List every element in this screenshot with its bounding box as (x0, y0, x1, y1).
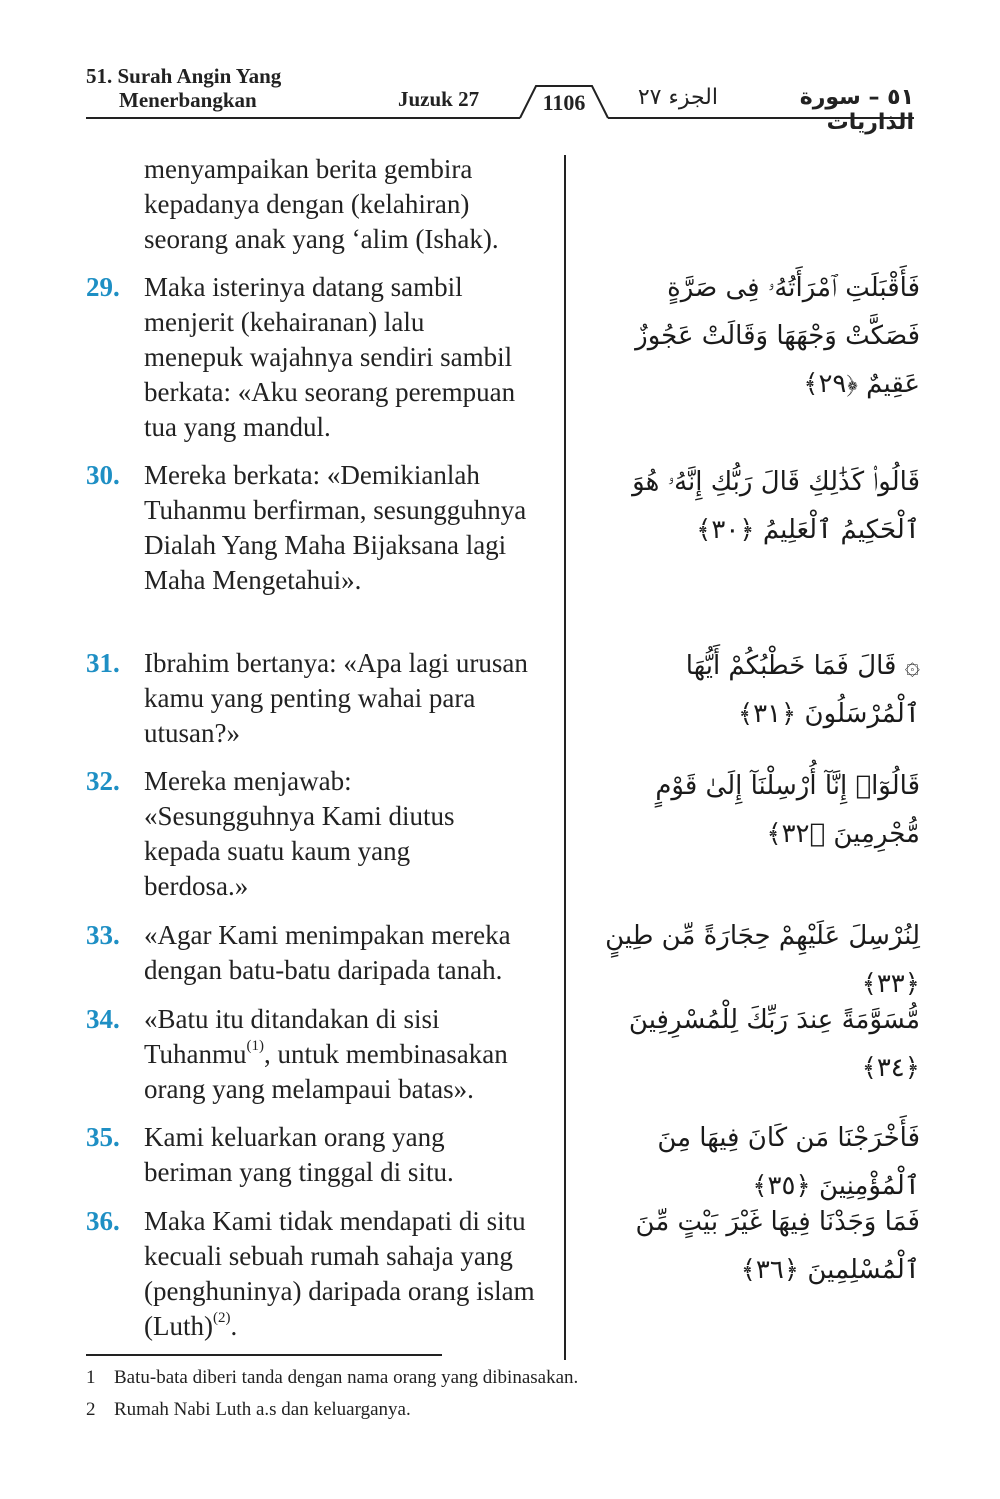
verse-number: 33. (86, 920, 120, 950)
footnote (86, 1366, 578, 1390)
verse-translation: Mereka menjawab: «Sesungguhnya Kami diutus kepada suatu kaum yang berdosa.» (144, 766, 455, 901)
verse-translation-part: . (230, 1311, 238, 1341)
footnote-number: 1 (86, 1367, 96, 1388)
verse-number: 29. (86, 272, 120, 302)
surah-title (86, 64, 281, 112)
footnote-text: Rumah Nabi Luth a.s dan keluarganya. (114, 1399, 411, 1420)
verse-arabic: فَأَخْرَجْنَا مَن كَانَ فِيهَا مِنَ ٱلْمُؤْمِنِينَ ﴿٣٥﴾ (657, 1123, 920, 1201)
verse-number: 30. (86, 460, 120, 490)
intro-text: menyampaikan berita gembira kepadanya dengan (kelahiran) seorang anak yang ‘alim (Ishak). (144, 154, 499, 254)
footnote-number: 2 (86, 1399, 96, 1420)
verse-translation-part: , untuk membinasakan orang yang melampaui batas». (144, 1039, 508, 1104)
verse-arabic: لِنُرْسِلَ عَلَيْهِمْ حِجَارَةً مِّن طِينٍ ﴿٣٣﴾ (605, 921, 920, 999)
verse-number: 35. (86, 1122, 120, 1152)
verse-number: 32. (86, 766, 120, 796)
verse-translation-part: Maka Kami tidak mendapati di situ kecuali sebuah rumah sahaja yang (penghuninya) daripada orang islam (Luth) (144, 1206, 535, 1341)
surah-title-arabic: ٥١ – سورة الذاريات (799, 85, 914, 135)
footnote-text: Batu-bata diberi tanda dengan nama orang yang dibinasakan. (114, 1367, 579, 1388)
juz-arabic: الجزء ٢٧ (637, 85, 718, 110)
footnote-ref: (1) (246, 1038, 265, 1054)
verse-translation: Mereka berkata: «Demikianlah Tuhanmu berfirman, sesungguhnya Dialah Yang Maha Bijaksana lagi Maha Mengetahui». (144, 460, 527, 595)
verse-translation: Kami keluarkan orang yang beriman yang tinggal di situ. (144, 1122, 454, 1187)
page-header (0, 0, 1000, 135)
column-divider (564, 155, 566, 1360)
verse-arabic: قَالُوا۟ كَذَٰلِكِ قَالَ رَبُّكِ إِنَّهُۥ هُوَ ٱلْحَكِيمُ ٱلْعَلِيمُ ﴿٣٠﴾ (632, 467, 920, 545)
surah-title-line2: Menerbangkan (119, 88, 257, 112)
page-number: 1106 (542, 90, 586, 115)
juzuk-label: Juzuk 27 (398, 87, 480, 111)
verse-number: 34. (86, 1004, 120, 1034)
verse-translation: Maka isterinya datang sambil menjerit (kehairanan) lalu menepuk wajahnya sendiri sambil berkata: «Aku seorang perempuan tua yang mandul. (144, 272, 516, 442)
verse-translation (144, 1204, 559, 1344)
verse-arabic: قَالُوٓا۟ إِنَّآ أُرْسِلْنَآ إِلَىٰ قَوْمٍ مُّجْرِمِينَ ﴿٣٢﴾ (655, 771, 920, 849)
footnote-ref: (2) (212, 1310, 231, 1326)
verse-translation: «Agar Kami menimpakan mereka dengan batu-batu daripada tanah. (144, 920, 511, 985)
footnote-rule (86, 1354, 442, 1356)
verse-arabic: فَأَقْبَلَتِ ٱمْرَأَتُهُۥ فِى صَرَّةٍ فَصَكَّتْ وَجْهَهَا وَقَالَتْ عَجُوزٌ عَقِيمٌ ﴿٢٩﴾ (635, 273, 920, 399)
surah-title-line1: 51. Surah Angin Yang (86, 64, 282, 88)
verse-translation (144, 1002, 556, 1107)
verse-translation: Ibrahim bertanya: «Apa lagi urusan kamu yang penting wahai para utusan?» (144, 648, 528, 748)
verse-translation-part: «Batu itu ditandakan di sisi Tuhanmu (144, 1004, 440, 1069)
verse-number: 31. (86, 648, 120, 678)
verse-arabic: ۞ قَالَ فَمَا خَطْبُكُمْ أَيُّهَا ٱلْمُرْسَلُونَ ﴿٣١﴾ (685, 651, 920, 729)
verse-arabic: فَمَا وَجَدْنَا فِيهَا غَيْرَ بَيْتٍ مِّنَ ٱلْمُسْلِمِينَ ﴿٣٦﴾ (635, 1207, 920, 1285)
verse-arabic: مُّسَوَّمَةً عِندَ رَبِّكَ لِلْمُسْرِفِينَ ﴿٣٤﴾ (628, 1005, 920, 1083)
verse-number: 36. (86, 1206, 120, 1236)
footnote (86, 1398, 411, 1422)
